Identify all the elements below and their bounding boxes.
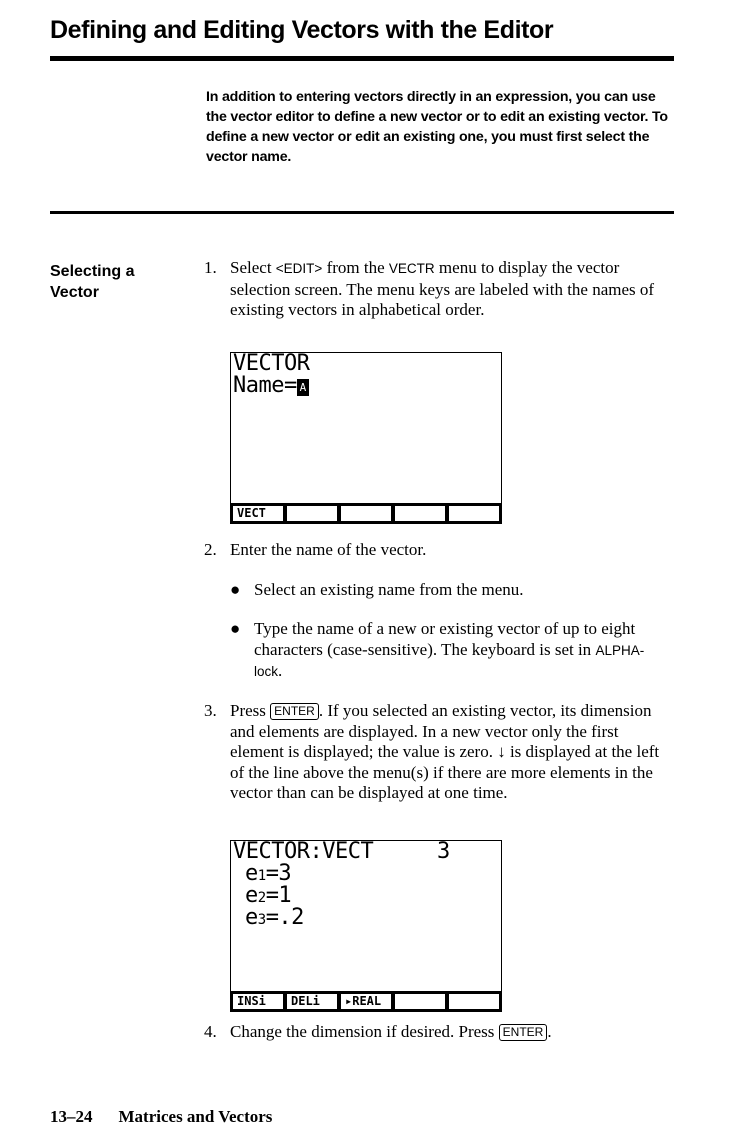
alpha-lock-label: ALPHA-lock: [254, 642, 645, 679]
menu-key-deli[interactable]: DELi: [287, 994, 337, 1009]
step-text: Select <EDIT> from the VECTR menu to display the vector selection screen. The menu keys are labeled with the names of existing vectors in alphabetical order.: [230, 258, 655, 319]
vectr-menu-label: VECTR: [388, 261, 435, 276]
bullet-1: [230, 580, 670, 601]
enter-key: ENTER: [270, 703, 319, 720]
page-title: Defining and Editing Vectors with the Editor: [50, 16, 554, 44]
editor-header: VECTOR:VECT: [233, 839, 374, 864]
menu-key-4[interactable]: [395, 994, 445, 1009]
menu-key-real[interactable]: ▸REAL: [341, 994, 391, 1009]
intro-paragraph: In addition to entering vectors directly in an expression, you can use the vector editor to define a new vector or to edit an existing vector. To define a new vector or edit an existing one, you must first select the vector name.: [206, 89, 668, 165]
bullet-2: [230, 619, 670, 683]
menu-key-1[interactable]: VECT: [233, 506, 283, 521]
calculator-screen-vector-editor: [230, 840, 502, 1012]
bullet-text: Select an existing name from the menu.: [254, 580, 524, 599]
side-heading: Selecting a Vector: [50, 263, 135, 301]
step-4: [204, 1022, 675, 1043]
menu-bar: [231, 991, 501, 1011]
bullet-text: Type the name of a new or existing vector of up to eight characters (case-sensitive). The keyboard is set in ALPHA-lock.: [254, 619, 645, 680]
menu-key-4[interactable]: [395, 506, 445, 521]
element-row: e2=1: [245, 883, 292, 908]
bullet-dot-icon: ●: [230, 619, 241, 638]
section-rule: [50, 211, 674, 214]
menu-key-2[interactable]: [287, 506, 337, 521]
step-text: Enter the name of the vector.: [230, 540, 427, 559]
menu-key-5[interactable]: [449, 994, 499, 1009]
menu-bar: [231, 503, 501, 523]
step-number: 2.: [204, 540, 217, 559]
page-footer: [50, 1107, 272, 1127]
dimension-value: 3: [437, 839, 450, 864]
step-text: Change the dimension if desired. Press ENTER .: [230, 1022, 552, 1041]
enter-key: ENTER: [499, 1024, 548, 1041]
name-prompt: Name= A: [233, 375, 309, 397]
bullet-dot-icon: ●: [230, 580, 241, 599]
step-number: 1.: [204, 258, 217, 277]
screen-title: VECTOR: [233, 351, 310, 376]
element-row: e3=.2: [245, 905, 304, 930]
step-3: [204, 701, 675, 804]
step-1: [204, 258, 675, 321]
menu-key-insi[interactable]: INSi: [233, 994, 283, 1009]
step-2: [204, 540, 675, 561]
menu-key-5[interactable]: [449, 506, 499, 521]
element-row: e1=3: [245, 861, 292, 886]
edit-menu-label: <EDIT>: [275, 261, 323, 276]
step-number: 4.: [204, 1022, 217, 1041]
step-text: Press ENTER . If you selected an existing vector, its dimension and elements are displayed. In a new vector only the first element is displayed; the value is zero. ↓ is displayed at the left of the line above the menu(s) if there are more elements in the vector than can be displayed at one time.: [230, 701, 660, 802]
page-number: 13–24: [50, 1107, 93, 1126]
calculator-screen-vector-select: [230, 352, 502, 524]
alpha-cursor-icon: A: [297, 379, 309, 396]
step-number: 3.: [204, 701, 217, 720]
section-name: Matrices and Vectors: [118, 1107, 273, 1126]
menu-key-3[interactable]: [341, 506, 391, 521]
top-rule: [50, 56, 674, 61]
